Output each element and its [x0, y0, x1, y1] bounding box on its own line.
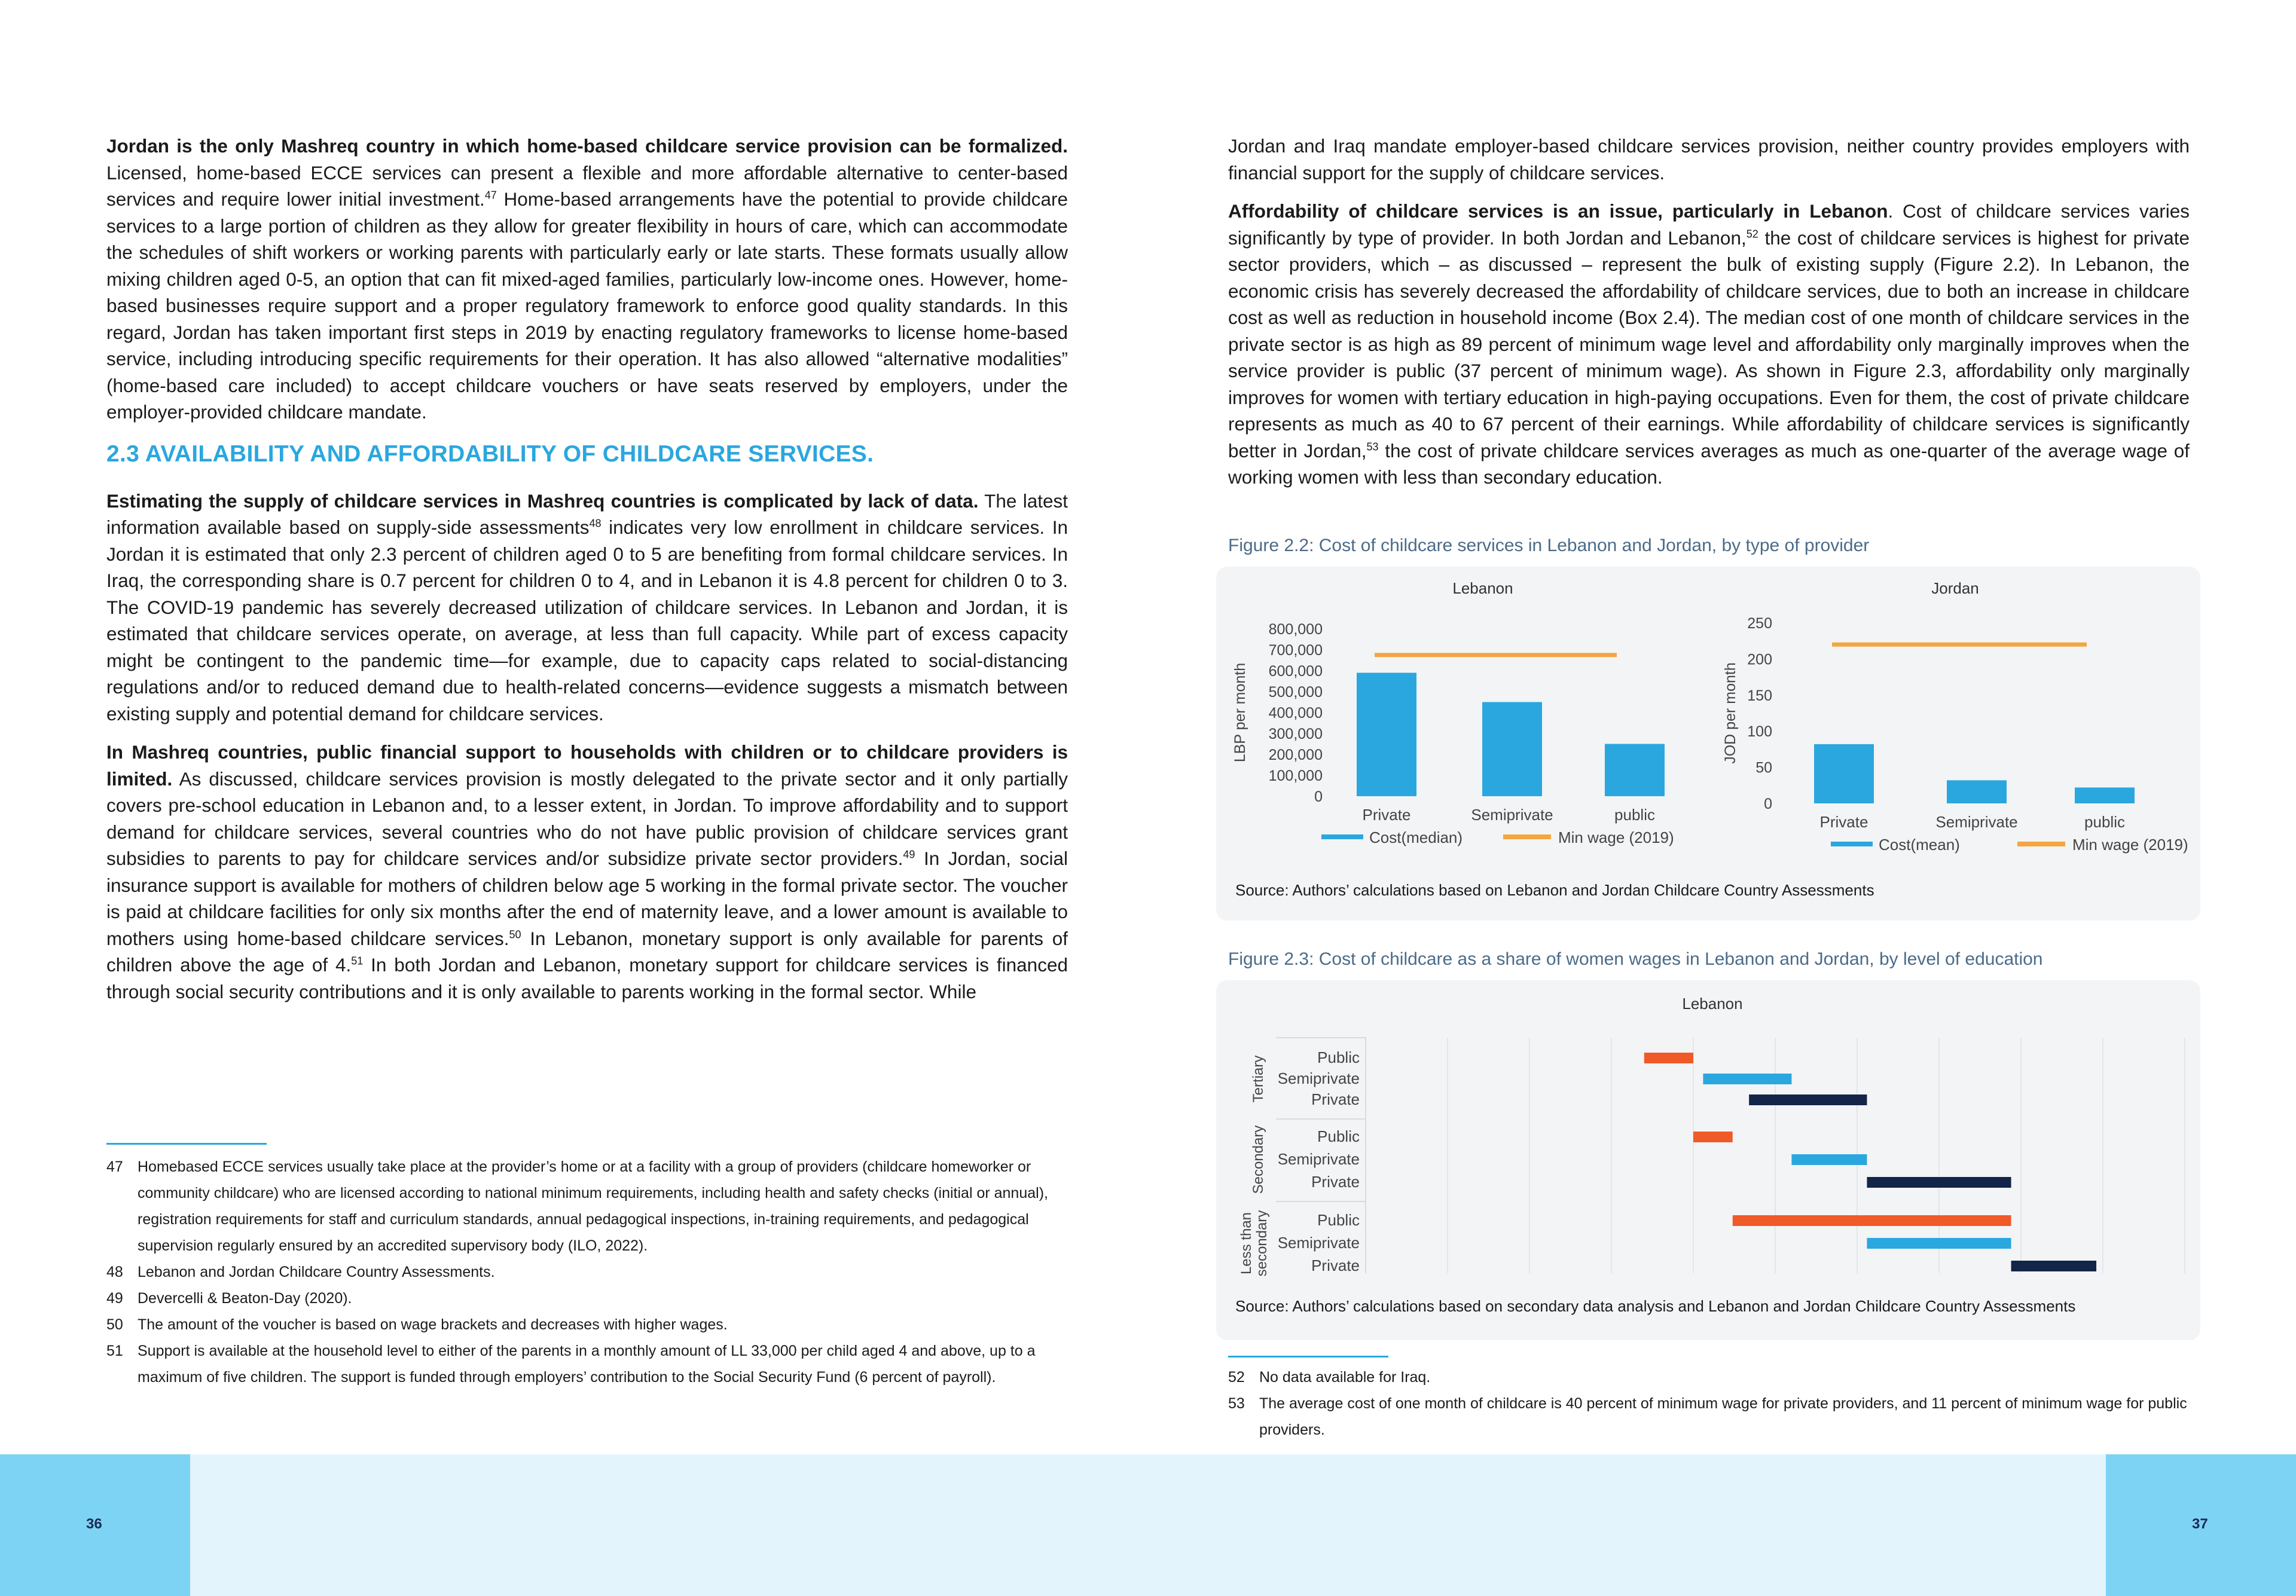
paragraph-supply: [106, 488, 1068, 727]
legend-label: Min wage (2019): [1558, 828, 1674, 846]
footnote-ref[interactable]: 52: [1746, 228, 1758, 240]
group-label: Secondary: [1250, 1125, 1266, 1194]
footnote: [1228, 1390, 2190, 1443]
x-tick-label: Private: [1362, 806, 1411, 824]
y-tick-label: 700,000: [1268, 642, 1323, 659]
paragraph-lead: Jordan is the only Mashreq country in which home-based childcare service provision can be formalized.: [106, 135, 1068, 157]
bar: [1482, 702, 1542, 797]
legend-swatch: [1503, 834, 1551, 839]
y-tick-label: Private: [1311, 1256, 1360, 1274]
footnote-text: No data available for Iraq.: [1259, 1369, 1431, 1386]
paragraph-lead: Estimating the supply of childcare services in Mashreq countries is complicated by lack of data.: [106, 490, 979, 512]
footnote-ref[interactable]: 50: [509, 928, 521, 940]
y-tick-label: Semiprivate: [1277, 1150, 1360, 1168]
footnote-rule: [106, 1143, 267, 1145]
paragraph-text: In Jordan, social insurance support is available for mothers of children below age 5 working in the formal private sector. The voucher is paid at childcare facilities for only six months after the end of maternity leave, and a lower amount is available to mothers using home-based childcare services.: [106, 848, 1068, 949]
range-bar: [1733, 1215, 2011, 1226]
figure-2-3-caption: Figure 2.3: Cost of childcare as a share of women wages in Lebanon and Jordan, by level of education: [1228, 949, 2043, 969]
footnote: [106, 1338, 1068, 1390]
footnote-rule: [1228, 1356, 1388, 1357]
bar: [1814, 744, 1874, 803]
footnote-text: The amount of the voucher is based on wage brackets and decreases with higher wages.: [138, 1316, 728, 1333]
figure-2-3: [1216, 980, 2200, 1340]
paragraph-public-support: [106, 739, 1068, 1005]
section-heading: 2.3 AVAILABILITY AND AFFORDABILITY OF CHILDCARE SERVICES.: [106, 441, 874, 467]
footnote-ref[interactable]: 49: [903, 848, 915, 861]
paragraph-text: indicates very low enrollment in childcare services. In Jordan it is estimated that only 2.3 percent of children aged 0 to 5 are benefiting from formal childcare services. In Iraq, the corresponding share is 0.7 percent for children 0 to 4, and in Lebanon it is 4.8 percent for children 0 to 3. The COVID-19 pandemic has severely decreased utilization of childcare services. In Lebanon and Jordan, it is estimated that childcare services operate, on average, at less than full capacity. While part of excess capacity might be contingent to the pandemic time—for example, due to capacity caps related to social-distancing regulations and/or to reduced demand due to health-related concerns—evidence suggests a mismatch between existing supply and potential demand for childcare services.: [106, 516, 1068, 724]
y-tick-label: 400,000: [1268, 705, 1323, 721]
footnote-text: Homebased ECCE services usually take place at the provider’s home or at a facility with a group of providers (childcare homeworker or community childcare) who are licensed according to national minimum requirements, including health and safety checks (initial or annual), registration requirements for staff and curriculum standards, annual pedagogical inspections, in-training requirements, and pedagogical supervision regularly ensured by an accredited supervisory body (ILO, 2022).: [138, 1158, 1048, 1254]
y-tick-label: Private: [1311, 1090, 1360, 1108]
legend-swatch: [1321, 834, 1363, 839]
y-tick-label: 0: [1764, 796, 1772, 812]
footnote-number: 51: [106, 1343, 123, 1359]
footnote: [106, 1259, 1068, 1285]
figure-2-2-source: Source: Authors’ calculations based on Lebanon and Jordan Childcare Country Assessments: [1235, 881, 1874, 899]
left-page-body: [106, 133, 1068, 1017]
footer-band: [0, 1454, 2296, 1596]
range-bar: [1791, 1154, 1867, 1165]
x-tick-label: Private: [1819, 813, 1868, 831]
y-tick-label: Semiprivate: [1277, 1069, 1360, 1087]
paragraph-text: As discussed, childcare services provision is mostly delegated to the private sector and it only partially covers pre-school education in Lebanon and, to a lesser extent, in Jordan. To improve affordability and to support demand for childcare services, several countries who do not have public provision of childcare services grant subsidies to parents to pay for childcare services and/or subsidize private sector providers.: [106, 768, 1068, 869]
figure-2-3-source: Source: Authors’ calculations based on secondary data analysis and Lebanon and Jordan Childcare Country Assessments: [1235, 1297, 2076, 1315]
paragraph-affordability: [1228, 198, 2190, 491]
y-tick-label: 250: [1747, 615, 1772, 632]
legend-swatch: [2017, 842, 2065, 846]
footnote: [106, 1285, 1068, 1311]
figure-2-2-caption: Figure 2.2: Cost of childcare services in Lebanon and Jordan, by type of provider: [1228, 536, 1870, 555]
range-bar: [1867, 1238, 2011, 1249]
y-tick-label: 300,000: [1268, 726, 1323, 742]
range-bar: [1703, 1074, 1791, 1084]
footnote: [106, 1154, 1068, 1259]
footnote: [106, 1311, 1068, 1338]
figure-2-3-chart: [1216, 980, 2200, 1279]
paragraph-text: the cost of childcare services is highest for private sector providers, which – as discussed – represent the bulk of existing supply (Figure 2.2). In Lebanon, the economic crisis has severely decreased the affordability of childcare services, due to both an increase in childcare cost as well as reduction in household income (Box 2.4). The median cost of one month of childcare services in the private sector is as high as 89 percent of minimum wage level and affordability only marginally improves when the service provider is public (37 percent of minimum wage). As shown in Figure 2.3, affordability only marginally improves for women with tertiary education in high-paying occupations. Even for them, the cost of private childcare represents as much as 40 to 67 percent of their earnings. While affordability of childcare services is significantly better in Jordan,: [1228, 227, 2190, 461]
bar: [2075, 787, 2135, 803]
y-tick-label: Public: [1317, 1211, 1360, 1229]
chart-title: Jordan: [1931, 579, 1979, 597]
group-label: Less than: [1238, 1212, 1254, 1275]
y-tick-label: 100: [1747, 723, 1772, 741]
footnote-text: The average cost of one month of childcare is 40 percent of minimum wage for private providers, and 11 percent of minimum wage for public providers.: [1259, 1395, 2187, 1438]
y-axis-label: LBP per month: [1232, 662, 1248, 763]
page-number-right: 37: [2192, 1516, 2208, 1532]
y-tick-label: 150: [1747, 687, 1772, 704]
right-page-body: [1228, 133, 2190, 503]
range-bar: [1867, 1177, 2011, 1188]
figure-2-2-charts: [1216, 567, 2200, 878]
range-bar: [2011, 1261, 2096, 1271]
y-tick-label: Private: [1311, 1173, 1360, 1191]
footnote-text: Support is available at the household level to either of the parents in a monthly amount of LL 33,000 per child aged 4 and above, up to a maximum of five children. The support is funded through employers’ contribution to the Social Security Fund (6 percent of payroll).: [138, 1343, 1036, 1386]
footnote-ref[interactable]: 53: [1366, 441, 1379, 452]
legend-label: Min wage (2019): [2072, 836, 2188, 854]
footnote-ref[interactable]: 47: [484, 189, 497, 201]
paragraph-text: the cost of private childcare services averages as much as one-quarter of the average wage of working women with less than secondary education.: [1228, 439, 2190, 488]
y-tick-label: 500,000: [1268, 684, 1323, 701]
x-tick-label: Semiprivate: [1471, 806, 1553, 824]
footnote-number: 50: [106, 1316, 123, 1333]
x-tick-label: public: [1614, 806, 1655, 824]
footnote-ref[interactable]: 51: [351, 955, 364, 967]
y-axis-label: JOD per month: [1722, 662, 1739, 764]
paragraph-text: In both Jordan and Lebanon, monetary support for childcare services is financed through social security contributions and it is only available to parents working in the formal sector. While: [106, 954, 1068, 1002]
paragraph-text: The latest information available based on supply-side assessments: [106, 490, 1068, 538]
footnotes-left: [106, 1154, 1068, 1390]
figure-2-2: [1216, 567, 2200, 921]
legend-label: Cost(mean): [1879, 836, 1960, 854]
y-tick-label: 600,000: [1268, 663, 1323, 680]
footnote: [1228, 1364, 2190, 1390]
footnote-text: Lebanon and Jordan Childcare Country Assessments.: [138, 1264, 495, 1280]
footnote-ref[interactable]: 48: [589, 517, 602, 530]
paragraph-lead: In Mashreq countries, public financial support to households with children or to childcare providers is limited.: [106, 741, 1068, 790]
footnote-text: Devercelli & Beaton-Day (2020).: [138, 1290, 352, 1307]
paragraph-text: Home-based arrangements have the potential to provide childcare services to a large portion of children as they allow for greater flexibility in hours of care, which can accommodate the schedules of shift workers or working parents with particularly early or late starts. These formats usually allow mixing children aged 0-5, an option that can fit mixed-aged families, particularly low-income ones. However, home-based businesses require support and a proper regulatory framework to enforce good quality standards. In this regard, Jordan has taken important first steps in 2019 by enacting regulatory frameworks to license home-based service, including introducing specific requirements for their operation. It has also allowed “alternative modalities” (home-based care included) to accept childcare vouchers or have seats reserved by employers, under the employer-provided childcare mandate.: [106, 188, 1068, 423]
legend-swatch: [1831, 842, 1873, 846]
paragraph-text: In Lebanon, monetary support is only available for parents of children above the age of 4.: [106, 927, 1068, 976]
bar: [1605, 744, 1665, 797]
paragraph-home-based: [106, 133, 1068, 426]
range-bar: [1749, 1094, 1867, 1105]
y-tick-label: 800,000: [1268, 621, 1323, 638]
y-tick-label: 200: [1747, 651, 1772, 668]
y-tick-label: 0: [1314, 788, 1323, 805]
bar: [1947, 780, 2007, 803]
footnote-number: 52: [1228, 1369, 1245, 1386]
y-tick-label: 100,000: [1268, 768, 1323, 784]
range-bar: [1693, 1132, 1733, 1142]
y-tick-label: Semiprivate: [1277, 1234, 1360, 1252]
y-tick-label: 200,000: [1268, 747, 1323, 763]
y-tick-label: Public: [1317, 1127, 1360, 1145]
paragraph-text: Licensed, home-based ECCE services can present a flexible and more affordable alternative to center-based services and require lower initial investment.: [106, 161, 1068, 210]
bar: [1357, 673, 1416, 797]
group-label: secondary: [1254, 1210, 1270, 1277]
paragraph-text: . Cost of childcare services varies significantly by type of provider. In both Jordan and Lebanon,: [1228, 200, 2190, 249]
page-number-left: 36: [86, 1516, 102, 1532]
range-bar: [1644, 1053, 1693, 1063]
paragraph-lead: Affordability of childcare services is an issue, particularly in Lebanon: [1228, 200, 1888, 222]
footnote-number: 49: [106, 1290, 123, 1307]
footnotes-right: [1228, 1364, 2190, 1443]
footnote-number: 48: [106, 1264, 123, 1280]
chart-title: Lebanon: [1452, 579, 1513, 597]
x-tick-label: public: [2084, 813, 2125, 831]
chart-title: Lebanon: [1682, 995, 1743, 1013]
legend-label: Cost(median): [1369, 828, 1463, 846]
x-tick-label: Semiprivate: [1935, 813, 2018, 831]
paragraph-text: Jordan and Iraq mandate employer-based childcare services provision, neither country provides employers with financial support for the supply of childcare services.: [1228, 135, 2190, 184]
y-tick-label: 50: [1755, 759, 1772, 776]
y-tick-label: Public: [1317, 1048, 1360, 1066]
paragraph-employer: [1228, 133, 2190, 186]
footnote-number: 53: [1228, 1395, 1245, 1412]
footnote-number: 47: [106, 1158, 123, 1175]
group-label: Tertiary: [1250, 1055, 1266, 1103]
